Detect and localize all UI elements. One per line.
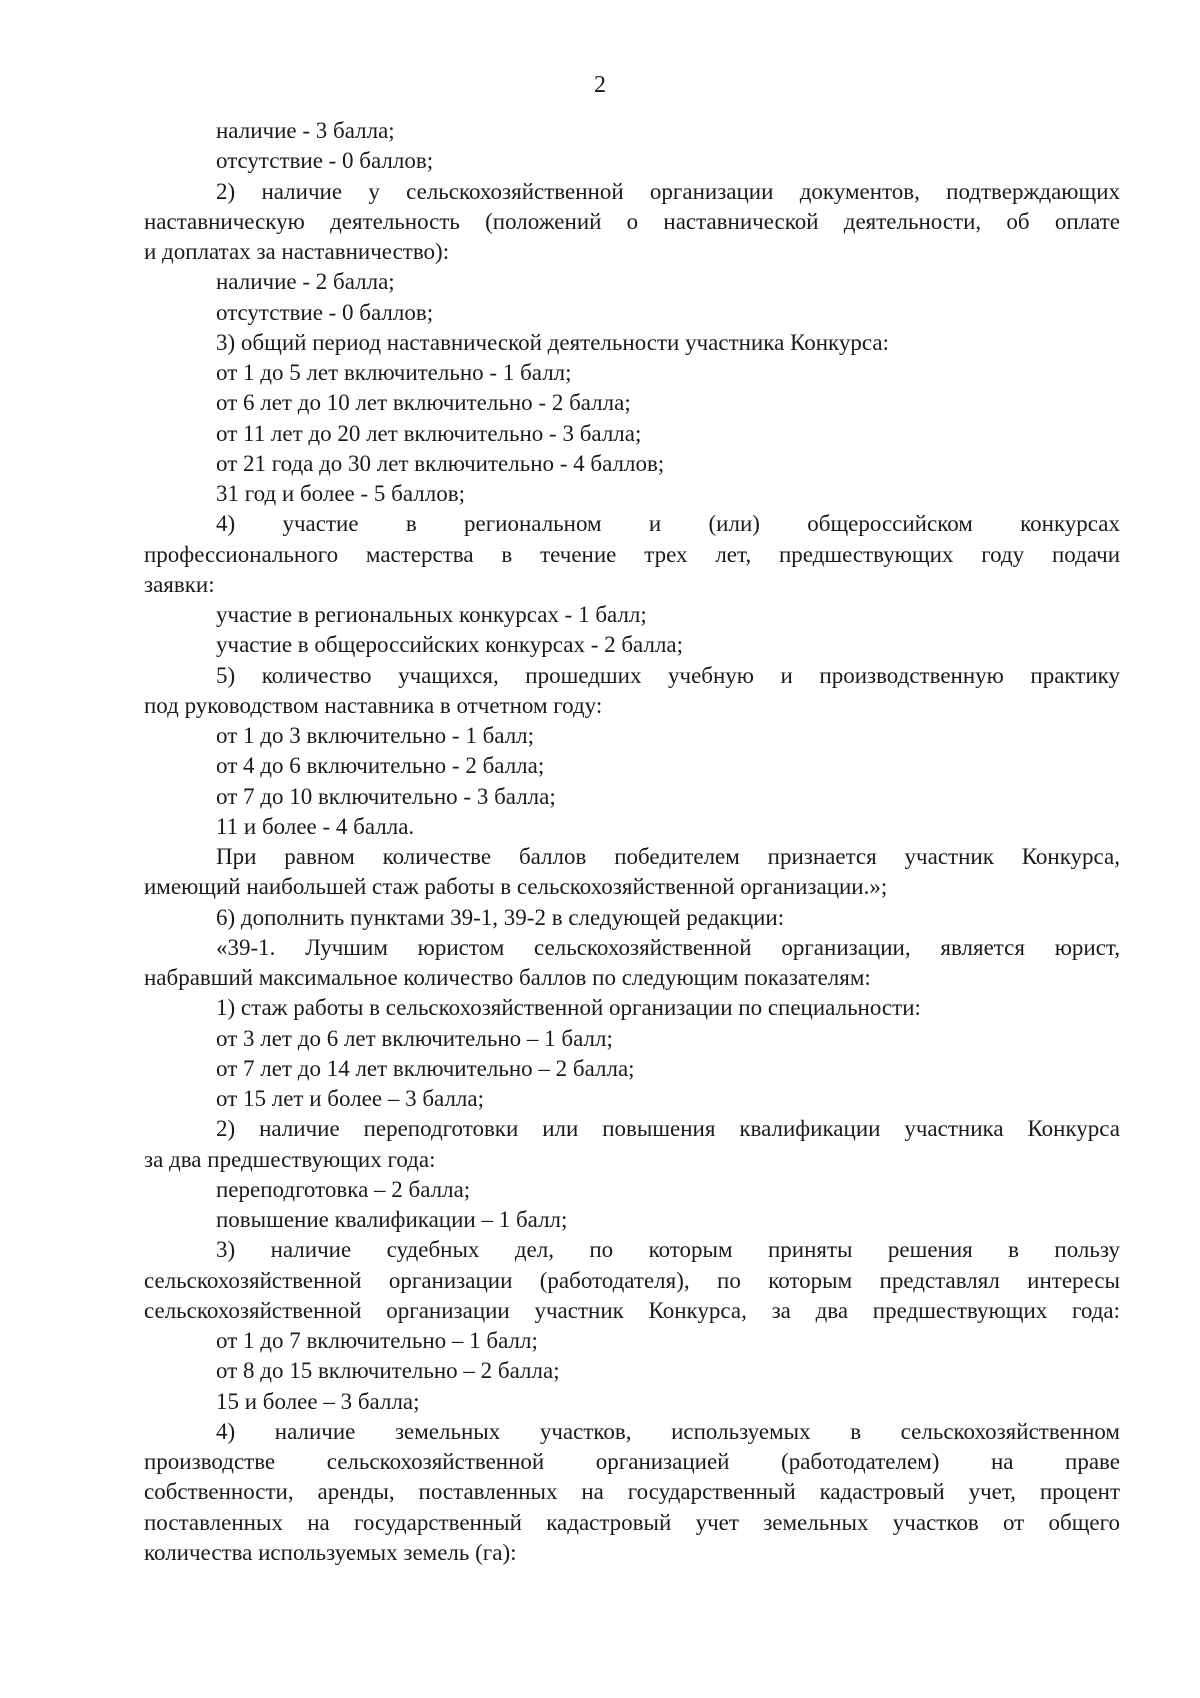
text-line: набравший максимальное количество баллов по следующим показателям: <box>144 965 871 990</box>
text-line: 3) наличие судебных дел, по которым приняты решения в пользу <box>216 1237 1120 1263</box>
text-line: 6) дополнить пунктами 39-1, 39-2 в следующей редакции: <box>216 904 785 930</box>
text-line: профессионального мастерства в течение трех лет, предшествующих году подачи <box>144 541 1120 567</box>
text-line: 31 год и более - 5 баллов; <box>216 481 465 506</box>
text-line: заявки: <box>144 571 215 597</box>
text-line: 11 и более - 4 балла. <box>216 813 415 839</box>
text-line: и доплатах за наставничество): <box>144 239 450 264</box>
text-line: отсутствие - 0 баллов; <box>216 148 434 174</box>
text-line: 15 и более – 3 балла; <box>216 1388 420 1414</box>
text-line: под руководством наставника в отчетном году: <box>144 692 603 718</box>
text-line: наличие - 2 балла; <box>216 269 395 295</box>
text-line: поставленных на государственный кадастровый учет земельных участков от общего <box>144 1509 1120 1535</box>
text-line: имеющий наибольшей стаж работы в сельскохозяйственной организации.»; <box>144 874 888 900</box>
text-line: от 21 года до 30 лет включительно - 4 баллов; <box>216 450 665 476</box>
text-line: наличие - 3 балла; <box>216 118 395 143</box>
text-line: 4) участие в региональном и (или) общероссийском конкурсах <box>216 511 1120 537</box>
text-line: 4) наличие земельных участков, используемых в сельскохозяйственном <box>216 1418 1120 1444</box>
document-body <box>144 116 1120 1568</box>
text-line: наставническую деятельность (положений о наставнической деятельности, об оплате <box>144 208 1120 234</box>
text-line: от 1 до 5 лет включительно - 1 балл; <box>216 360 572 385</box>
text-line: 1) стаж работы в сельскохозяйственной организации по специальности: <box>216 995 921 1021</box>
text-line: собственности, аренды, поставленных на государственный кадастровый учет, процент <box>144 1479 1120 1505</box>
text-line: 2) наличие у сельскохозяйственной организации документов, подтверждающих <box>216 178 1120 204</box>
text-line: от 7 до 10 включительно - 3 балла; <box>216 783 556 809</box>
text-line: от 11 лет до 20 лет включительно - 3 балла; <box>216 420 642 446</box>
text-line: от 6 лет до 10 лет включительно - 2 балла; <box>216 390 631 416</box>
text-line: от 8 до 15 включительно – 2 балла; <box>216 1358 560 1384</box>
text-line: сельскохозяйственной организации (работодателя), по которым представлял интересы <box>144 1267 1120 1293</box>
text-line: «39-1. Лучшим юристом сельскохозяйственной организации, является юрист, <box>216 934 1120 960</box>
text-line: от 7 лет до 14 лет включительно – 2 балла; <box>216 1055 635 1081</box>
text-line: 5) количество учащихся, прошедших учебную и производственную практику <box>216 662 1120 688</box>
text-line: участие в региональных конкурсах - 1 балл; <box>216 602 647 627</box>
text-line: количества используемых земель (га): <box>144 1539 517 1565</box>
text-line: 3) общий период наставнической деятельности участника Конкурса: <box>216 329 889 355</box>
text-line: 2) наличие переподготовки или повышения квалификации участника Конкурса <box>216 1116 1120 1142</box>
text-line: от 15 лет и более – 3 балла; <box>216 1086 485 1111</box>
text-line: от 4 до 6 включительно - 2 балла; <box>216 753 545 779</box>
text-line: переподготовка – 2 балла; <box>216 1176 471 1202</box>
text-line: При равном количестве баллов победителем признается участник Конкурса, <box>216 844 1120 869</box>
text-line: производстве сельскохозяйственной организацией (работодателем) на праве <box>144 1449 1120 1474</box>
page-number: 2 <box>594 72 606 98</box>
text-line: от 3 лет до 6 лет включительно – 1 балл; <box>216 1025 613 1051</box>
text-line: за два предшествующих года: <box>144 1146 436 1172</box>
text-line: от 1 до 7 включительно – 1 балл; <box>216 1328 538 1353</box>
text-line: от 1 до 3 включительно - 1 балл; <box>216 723 535 748</box>
text-line: сельскохозяйственной организации участник Конкурса, за два предшествующих года: <box>144 1297 1120 1323</box>
text-line: повышение квалификации – 1 балл; <box>216 1207 568 1232</box>
text-line: отсутствие - 0 баллов; <box>216 299 434 325</box>
text-line: участие в общероссийских конкурсах - 2 балла; <box>216 632 684 658</box>
